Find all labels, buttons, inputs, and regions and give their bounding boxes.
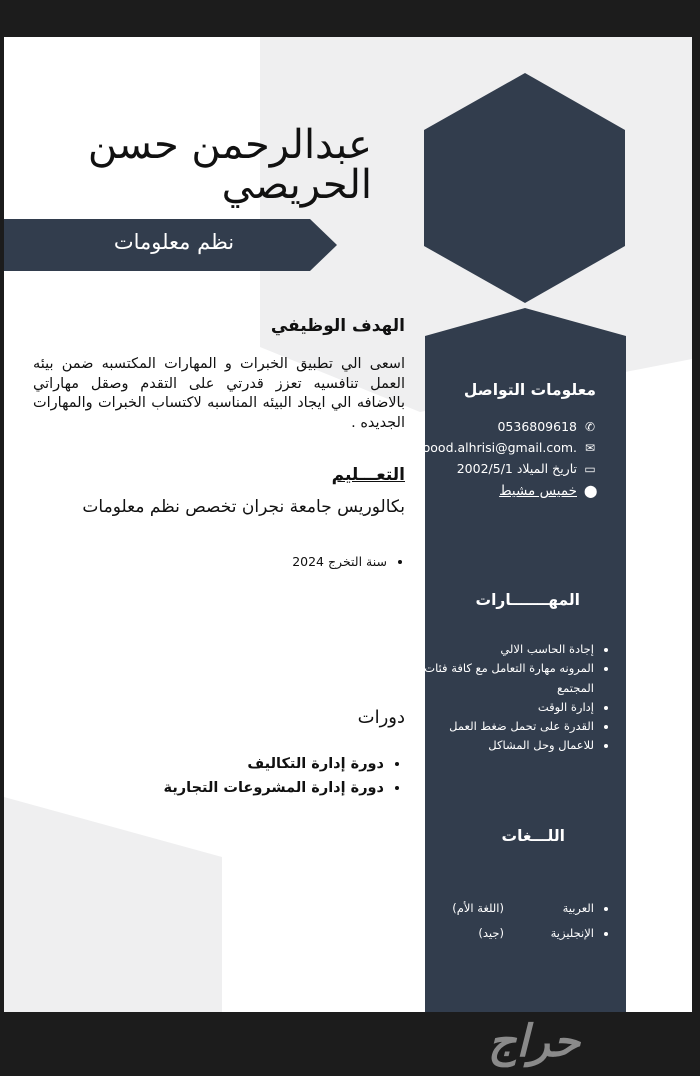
skill-item: • إجادة الحاسب الالي bbox=[394, 640, 594, 659]
contact-phone bbox=[497, 419, 596, 434]
phone-text: 0536809618 bbox=[497, 419, 577, 434]
language-name: الإنجليزية bbox=[550, 926, 594, 940]
birth-text: تاريخ الميلاد 2002/5/1 bbox=[456, 461, 577, 476]
skill-item: • للاعمال وحل المشاكل bbox=[394, 736, 594, 755]
education-title: التعـــليم bbox=[331, 465, 405, 485]
graduation-year: • سنة التخرج 2024 bbox=[292, 554, 387, 569]
location-text: خميس مشيط bbox=[499, 483, 577, 499]
skills-title: المهـــــــارات bbox=[475, 591, 580, 609]
languages-title: اللـــغات bbox=[501, 827, 565, 845]
phone-icon: ✆ bbox=[584, 419, 596, 434]
education-degree: بكالوريس جامعة نجران تخصص نظم معلومات bbox=[82, 497, 405, 517]
name-line-2: الحريصي bbox=[221, 162, 372, 208]
skill-item: • القدرة على تحمل ضغط العمل bbox=[394, 717, 594, 736]
course-item: • دورة إدارة التكاليف bbox=[164, 752, 384, 776]
name-line-1: عبدالرحمن حسن bbox=[87, 122, 372, 168]
language-item bbox=[414, 896, 594, 921]
courses-list bbox=[164, 752, 402, 800]
contact-title: معلومات التواصل bbox=[463, 381, 596, 399]
gray-bottom-shape bbox=[4, 797, 222, 1012]
objective-text: اسعى الي تطبيق الخبرات و المهارات المكتسبه ضمن بيئه العمل تنافسيه تعزز قدرتي على التقدم وصقل مهاراتي بالاضافه الي ايجاد البيئه المناسبه لاكتساب الخبرات والمهارات الجديده . bbox=[33, 356, 405, 431]
haraj-watermark-logo: حراج bbox=[488, 1016, 581, 1067]
job-title: نظم معلومات bbox=[113, 230, 235, 254]
location-pin-icon: ⬤ bbox=[584, 484, 598, 498]
language-level: (جيد) bbox=[478, 926, 504, 940]
objective-title: الهدف الوظيفي bbox=[270, 316, 405, 336]
languages-list bbox=[414, 896, 612, 946]
contact-email[interactable] bbox=[407, 440, 596, 455]
full-name bbox=[87, 122, 372, 208]
courses-title: دورات bbox=[357, 707, 405, 728]
skill-item: • إدارة الوقت bbox=[394, 698, 594, 717]
skill-item: • المرونه مهارة التعامل مع كافة فئات المجتمع bbox=[394, 659, 594, 698]
skills-list bbox=[394, 640, 612, 756]
cv-page bbox=[4, 37, 692, 1012]
email-text[interactable]: 3boood.alhrisi@gmail.com. bbox=[406, 440, 577, 455]
contact-location bbox=[499, 483, 596, 499]
language-name: العربية bbox=[562, 901, 594, 915]
course-item: • دورة إدارة المشروعات التجارية bbox=[164, 776, 384, 800]
laptop-icon: ▭ bbox=[584, 461, 596, 476]
language-level: (اللغة الأم) bbox=[452, 901, 504, 915]
envelope-open-icon: ✉ bbox=[584, 440, 596, 455]
language-item bbox=[414, 921, 594, 946]
graduation-list bbox=[292, 554, 405, 569]
contact-birth bbox=[457, 461, 596, 476]
